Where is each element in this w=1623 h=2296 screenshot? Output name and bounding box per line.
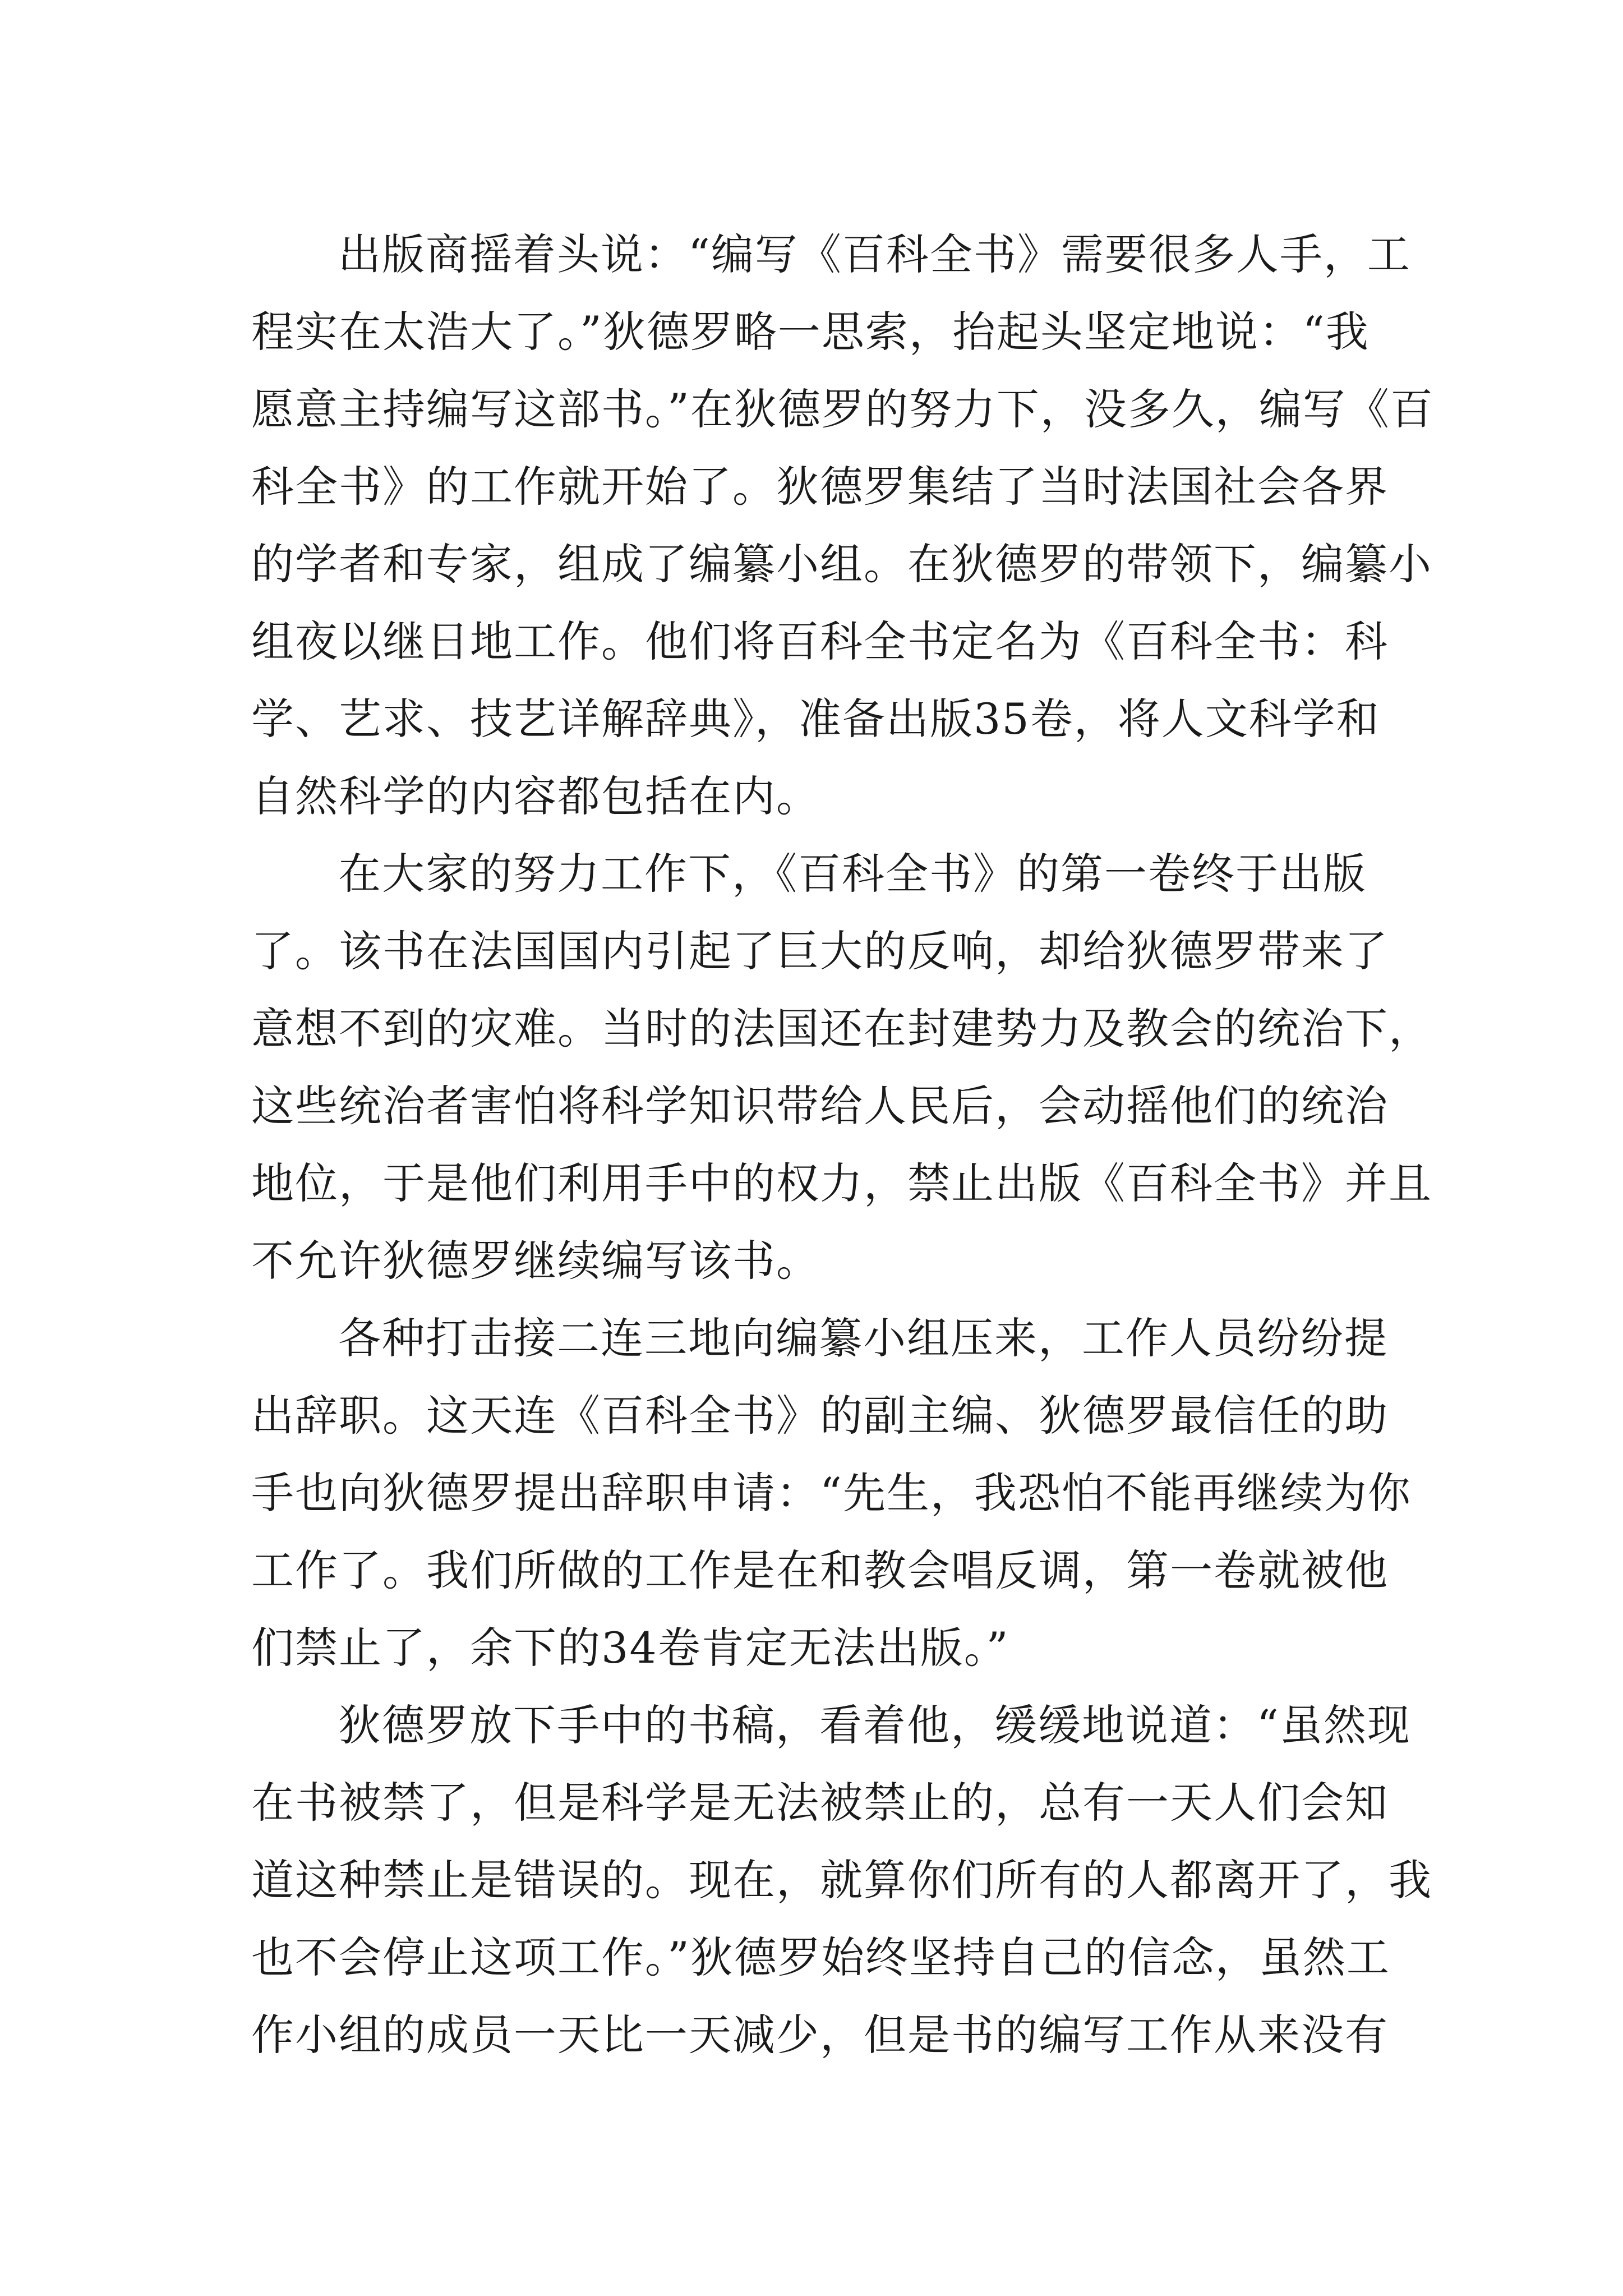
text-line: 在书被禁了，但是科学是无法被禁止的，总有一天人们会知 — [251, 1778, 1389, 1828]
paragraph-1 — [251, 216, 1434, 835]
paragraph-2 — [251, 835, 1432, 1300]
text-line: 工作了。我们所做的工作是在和教会唱反调，第一卷就被他 — [251, 1545, 1389, 1595]
paragraph-4 — [251, 1687, 1432, 2074]
text-line: 手也向狄德罗提出辞职申请：“先生，我恐怕不能再继续为你 — [251, 1468, 1412, 1518]
text-line: 了。该书在法国国内引起了巨大的反响，却给狄德罗带来了 — [251, 926, 1389, 976]
text-line: 不允许狄德罗继续编写该书。 — [251, 1236, 820, 1286]
text-line: 的学者和专家，组成了编纂小组。在狄德罗的带领下，编纂小 — [251, 539, 1432, 589]
body-text — [251, 216, 1434, 2074]
text-line: 作小组的成员一天比一天减少，但是书的编写工作从来没有 — [251, 2010, 1389, 2060]
text-line: 学、艺求、技艺详解辞典》，准备出版35卷，将人文科学和 — [251, 694, 1380, 744]
text-line: 自然科学的内容都包括在内。 — [251, 771, 820, 821]
paragraph-3 — [251, 1300, 1412, 1687]
text-line: 在大家的努力工作下，《百科全书》的第一卷终于出版 — [338, 849, 1367, 899]
text-line: 出辞职。这天连《百科全书》的副主编、狄德罗最信任的助 — [251, 1391, 1389, 1441]
text-line: 意想不到的灾难。当时的法国还在封建势力及教会的统治下， — [251, 1004, 1432, 1053]
text-line: 出版商摇着头说：“编写《百科全书》需要很多人手，工 — [338, 229, 1411, 279]
text-line: 各种打击接二连三地向编纂小组压来，工作人员纷纷提 — [338, 1313, 1388, 1363]
text-line: 道这种禁止是错误的。现在，就算你们所有的人都离开了，我 — [251, 1855, 1432, 1905]
text-line: 们禁止了，余下的34卷肯定无法出版。” — [251, 1623, 1009, 1673]
text-line: 也不会停止这项工作。”狄德罗始终坚持自己的信念，虽然工 — [251, 1932, 1390, 1982]
text-line: 这些统治者害怕将科学知识带给人民后，会动摇他们的统治 — [251, 1081, 1389, 1131]
text-line: 科全书》的工作就开始了。狄德罗集结了当时法国社会各界 — [251, 462, 1389, 512]
text-line: 地位，于是他们利用手中的权力，禁止出版《百科全书》并且 — [251, 1158, 1432, 1208]
text-line: 愿意主持编写这部书。”在狄德罗的努力下，没多久，编写《百 — [251, 384, 1434, 434]
text-line: 狄德罗放下手中的书稿，看着他，缓缓地说道：“虽然现 — [338, 1700, 1411, 1750]
text-line: 程实在太浩大了。”狄德罗略一思索，抬起头坚定地说：“我 — [251, 307, 1370, 357]
text-line: 组夜以继日地工作。他们将百科全书定名为《百科全书：科 — [251, 616, 1389, 666]
